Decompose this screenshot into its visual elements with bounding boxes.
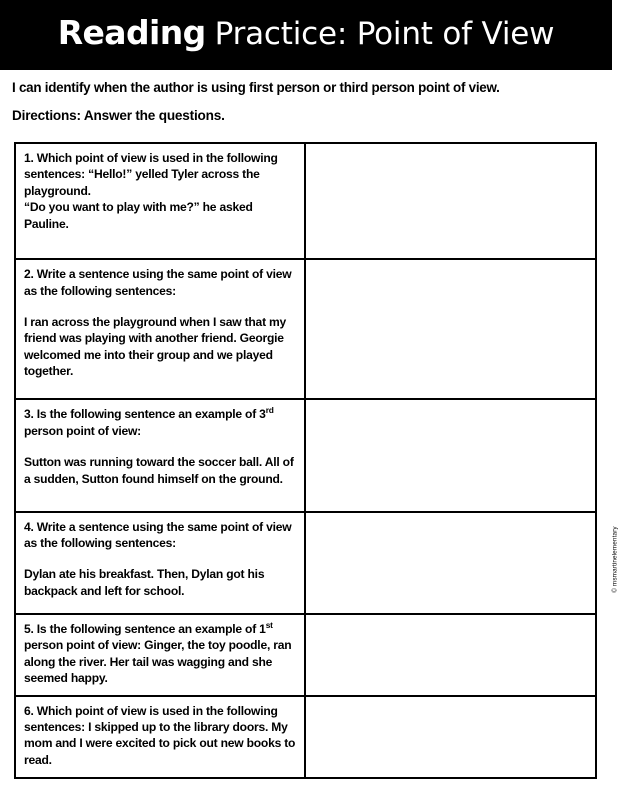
table-row [16,144,595,260]
question-cell-3 [16,400,306,510]
question-5-postfix: person point of view: Ginger, the toy poodle, ran along the river. Her tail was wagging and she seemed happy. [24,638,292,686]
question-3-prefix: 3. Is the following sentence an example of [24,407,260,422]
question-5-ordinal-number: 1 [259,622,266,637]
question-cell-2 [16,260,306,398]
question-5-prefix: 5. Is the following sentence an example of [24,622,260,637]
question-3-ordinal-number: 3 [259,407,266,422]
table-row [16,260,595,400]
learning-objective-text: I can identify when the author is using first person or third person point of view. [12,80,500,95]
question-3-line-2: Sutton was running toward the soccer ball. All of a sudden, Sutton found himself on the ground. [24,455,294,486]
page-header-band [0,0,612,70]
page-title [58,13,555,52]
question-4-line-2: Dylan ate his breakfast. Then, Dylan got his backpack and left for school. [24,567,265,598]
question-3-postfix: person point of view: [24,423,141,438]
question-cell-5 [16,615,306,694]
page-title-strong: Reading [57,12,206,52]
question-cell-1 [16,144,306,258]
directions-text: Directions: Answer the questions. [12,108,225,123]
copyright-credit: © msmartinelementary [611,526,618,593]
table-row [16,400,595,512]
question-6-line-1: 6. Which point of view is used in the following sentences: I skipped up to the library doors. My mom and I were excited to pick out new books to read. [24,703,296,767]
questions-table [14,142,597,779]
question-5-ordinal-suffix: st [265,620,273,630]
question-1-line-1: 1. Which point of view is used in the following sentences: “Hello!” yelled Tyler across the playground. [24,151,278,198]
question-4-line-1: 4. Write a sentence using the same point of view as the following sentences: [24,519,292,551]
table-row [16,513,595,615]
question-2-line-2: I ran across the playground when I saw that my friend was playing with another friend. Georgie welcomed me into their group and we played together. [24,315,287,379]
question-2-line-1: 2. Write a sentence using the same point of view as the following sentences: [24,267,292,298]
question-3-ordinal-suffix: rd [265,405,274,416]
question-5-line-1 [24,621,296,687]
question-cell-4 [16,513,306,613]
table-row [16,615,595,696]
answer-cell-6[interactable] [306,697,595,777]
answer-cell-2[interactable] [306,260,595,398]
page-title-rest: Practice: Point of View [214,15,555,52]
table-row [16,697,595,777]
answer-cell-5[interactable] [306,615,595,694]
answer-cell-3[interactable] [306,400,595,510]
answer-cell-1[interactable] [306,144,595,258]
question-cell-6 [16,697,306,777]
question-1-line-2: “Do you want to play with me?” he asked Pauline. [24,200,253,231]
answer-cell-4[interactable] [306,513,595,613]
question-3-line-1 [24,406,296,439]
